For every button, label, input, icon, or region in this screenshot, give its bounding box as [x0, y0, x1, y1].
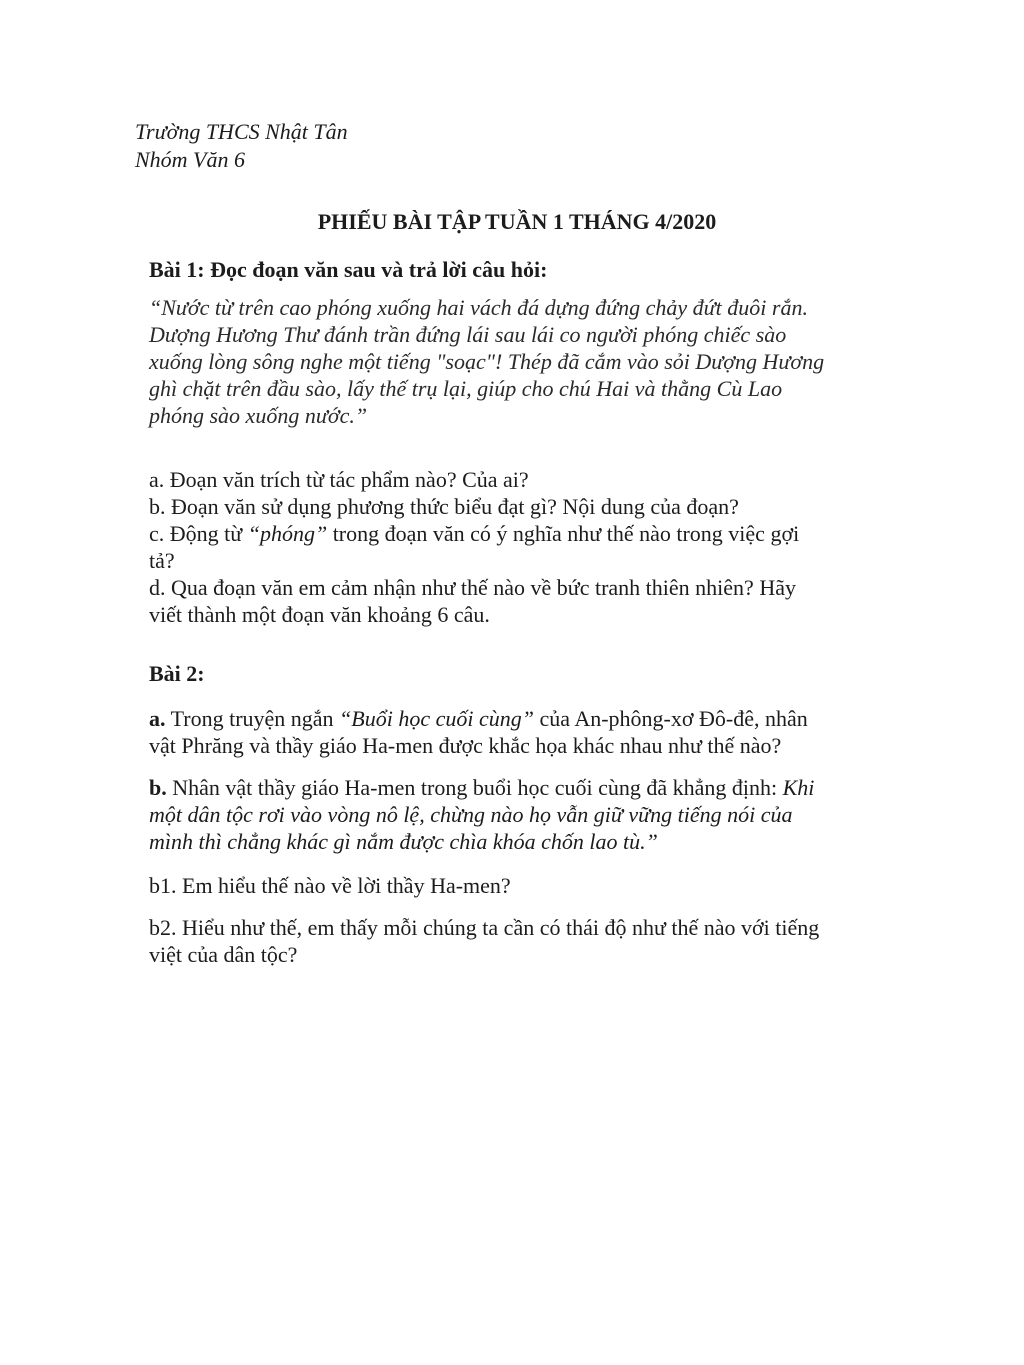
question-c: [149, 520, 889, 547]
question-c-post: trong đoạn văn có ý nghĩa như thế nào trong việc gợi: [327, 521, 800, 546]
bai2-b1-text: b1. Em hiểu thế nào về lời thầy Ha-men?: [149, 873, 511, 898]
group-name: Nhóm Văn 6: [135, 147, 245, 172]
question-c-continued: tả?: [149, 548, 175, 573]
bai2-b-quote-start: Khi: [782, 775, 815, 800]
passage-line: phóng sào xuống nước.”: [149, 403, 368, 428]
worksheet-title: PHIẾU BÀI TẬP TUẦN 1 THÁNG 4/2020: [317, 209, 717, 234]
bai2-b-quote-line3: mình thì chẳng khác gì nắm được chìa khóa chốn lao tù.”: [149, 829, 658, 854]
bai2-a-line2: vật Phrăng và thầy giáo Ha-men được khắc họa khác nhau như thế nào?: [149, 733, 782, 758]
story-title: “Buổi học cuối cùng”: [339, 706, 534, 731]
bai2-b2-line2: việt của dân tộc?: [149, 942, 298, 967]
question-c-pre: c. Động từ: [149, 521, 248, 546]
bai2-heading: Bài 2:: [149, 661, 205, 686]
bai2-b2-line1: b2. Hiểu như thế, em thấy mỗi chúng ta cần có thái độ như thế nào với tiếng: [149, 915, 820, 940]
bai2-a-post: của An-phông-xơ Đô-đê, nhân: [534, 706, 808, 731]
bai2-b-line1: [149, 774, 889, 801]
bai2-b-pre: Nhân vật thầy giáo Ha-men trong buổi học cuối cùng đã khẳng định:: [166, 775, 783, 800]
passage-line: ghì chặt trên đầu sào, lấy thế trụ lại, giúp cho chú Hai và thằng Cù Lao: [149, 376, 783, 401]
question-d: d. Qua đoạn văn em cảm nhận như thế nào về bức tranh thiên nhiên? Hãy: [149, 575, 796, 600]
question-a: a. Đoạn văn trích từ tác phẩm nào? Của ai?: [149, 467, 529, 492]
bai1-passage: [149, 294, 889, 429]
bai1-heading: Bài 1: Đọc đoạn văn sau và trả lời câu hỏi:: [149, 257, 548, 282]
bai2-a-line1: [149, 705, 889, 732]
question-b: b. Đoạn văn sử dụng phương thức biểu đạt gì? Nội dung của đoạn?: [149, 494, 739, 519]
question-d-continued: viết thành một đoạn văn khoảng 6 câu.: [149, 602, 490, 627]
question-c-word: “phóng”: [247, 521, 328, 546]
bai2-b-label: b.: [149, 775, 167, 800]
bai2-question-b1: [149, 872, 889, 899]
bai2-question-b2: [149, 914, 889, 968]
bai1-questions: [149, 466, 889, 628]
bai2-question-a: [149, 705, 889, 759]
school-name: Trường THCS Nhật Tân: [135, 119, 348, 144]
bai2-question-b: [149, 774, 889, 855]
passage-line: xuống lòng sông nghe một tiếng "soạc"! Thép đã cắm vào sỏi Dượng Hương: [149, 349, 825, 374]
bai2-a-label: a.: [149, 706, 166, 731]
school-header: [135, 118, 348, 174]
bai2-b-quote-line2: một dân tộc rơi vào vòng nô lệ, chừng nào họ vẫn giữ vững tiếng nói của: [149, 802, 793, 827]
passage-line: “Nước từ trên cao phóng xuống hai vách đá dựng đứng chảy đứt đuôi rắn.: [149, 295, 808, 320]
passage-line: Dượng Hương Thư đánh trần đứng lái sau lái co người phóng chiếc sào: [149, 322, 787, 347]
bai2-a-pre: Trong truyện ngắn: [165, 706, 340, 731]
